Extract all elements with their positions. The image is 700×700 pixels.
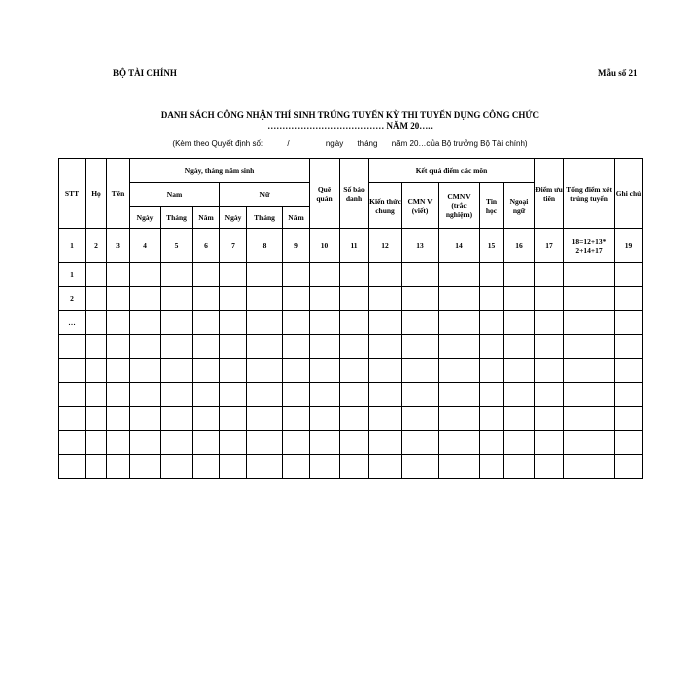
table-cell — [615, 335, 643, 359]
header-male: Nam — [130, 183, 220, 207]
header-tin-hoc: Tin học — [480, 183, 504, 229]
table-cell — [310, 431, 340, 455]
table-cell — [283, 383, 310, 407]
table-cell — [369, 383, 402, 407]
header-cmnv-trac-nghiem: CMNV (trắc nghiệm) — [439, 183, 480, 229]
table-cell — [535, 263, 564, 287]
table-cell — [369, 287, 402, 311]
column-number: 15 — [480, 229, 504, 263]
table-cell — [310, 383, 340, 407]
table-row — [59, 359, 643, 383]
column-number: 10 — [310, 229, 340, 263]
table-cell — [402, 287, 439, 311]
column-number-row — [59, 229, 643, 263]
table-cell — [247, 263, 283, 287]
table-cell — [86, 311, 107, 335]
header-results-group: Kết quả điểm các môn — [369, 159, 535, 183]
table-cell — [535, 407, 564, 431]
candidate-table — [58, 158, 643, 479]
header-que-quan: Quê quán — [310, 159, 340, 229]
table-cell — [220, 335, 247, 359]
table-cell — [107, 383, 130, 407]
row-stt — [59, 431, 86, 455]
table-cell — [86, 431, 107, 455]
row-stt — [59, 335, 86, 359]
form-number: Mẫu số 21 — [598, 68, 638, 78]
table-cell — [247, 407, 283, 431]
column-number: 17 — [535, 229, 564, 263]
document-subtitle — [0, 139, 700, 148]
table-cell — [340, 407, 369, 431]
document-title — [0, 110, 700, 132]
organization-name: BỘ TÀI CHÍNH — [113, 68, 177, 78]
table-cell — [504, 359, 535, 383]
table-cell — [193, 311, 220, 335]
table-cell — [402, 383, 439, 407]
table-cell — [193, 455, 220, 479]
table-cell — [86, 263, 107, 287]
header-stt: STT — [59, 159, 86, 229]
header-kien-thuc-chung: Kiến thức chung — [369, 183, 402, 229]
table-cell — [402, 311, 439, 335]
table-cell — [535, 431, 564, 455]
table-cell — [369, 455, 402, 479]
row-stt — [59, 383, 86, 407]
table-cell — [220, 359, 247, 383]
header-tong-diem: Tổng điểm xét trúng tuyển — [564, 159, 615, 229]
column-number: 1 — [59, 229, 86, 263]
table-cell — [369, 431, 402, 455]
table-cell — [615, 431, 643, 455]
table-cell — [310, 287, 340, 311]
table-cell — [220, 407, 247, 431]
header-male-year: Năm — [193, 207, 220, 229]
table-cell — [615, 407, 643, 431]
header-female-day: Ngày — [220, 207, 247, 229]
column-number: 3 — [107, 229, 130, 263]
table-cell — [107, 431, 130, 455]
table-row — [59, 311, 643, 335]
table-cell — [86, 407, 107, 431]
table-cell — [564, 287, 615, 311]
table-cell — [480, 407, 504, 431]
column-number: 13 — [402, 229, 439, 263]
table-cell — [564, 407, 615, 431]
subtitle-suffix: năm 20…của Bộ trưởng Bộ Tài chính) — [391, 139, 528, 148]
table-cell — [369, 263, 402, 287]
table-cell — [340, 287, 369, 311]
header-female: Nữ — [220, 183, 310, 207]
table-cell — [564, 359, 615, 383]
table-cell — [310, 335, 340, 359]
table-cell — [283, 359, 310, 383]
table-cell — [504, 287, 535, 311]
table-cell — [161, 359, 193, 383]
table-cell — [535, 383, 564, 407]
header-female-year: Năm — [283, 207, 310, 229]
row-stt — [59, 407, 86, 431]
table-cell — [504, 455, 535, 479]
header-cmnv-viet: CMN V (viết) — [402, 183, 439, 229]
table-cell — [247, 287, 283, 311]
column-number: 14 — [439, 229, 480, 263]
table-cell — [535, 359, 564, 383]
table-cell — [504, 383, 535, 407]
table-cell — [107, 287, 130, 311]
table-cell — [247, 431, 283, 455]
column-number: 12 — [369, 229, 402, 263]
table-cell — [161, 407, 193, 431]
table-cell — [615, 383, 643, 407]
table-cell — [220, 311, 247, 335]
header-ghi-chu: Ghi chú — [615, 159, 643, 229]
table-cell — [247, 335, 283, 359]
column-number: 7 — [220, 229, 247, 263]
table-cell — [340, 335, 369, 359]
header-female-month: Tháng — [247, 207, 283, 229]
table-cell — [402, 407, 439, 431]
table-cell — [504, 431, 535, 455]
table-cell — [615, 263, 643, 287]
column-number: 5 — [161, 229, 193, 263]
table-cell — [480, 431, 504, 455]
table-cell — [439, 431, 480, 455]
table-cell — [193, 335, 220, 359]
table-cell — [193, 407, 220, 431]
table-cell — [439, 287, 480, 311]
table-cell — [283, 287, 310, 311]
table-cell — [480, 287, 504, 311]
table-cell — [283, 311, 310, 335]
table-cell — [247, 455, 283, 479]
table-cell — [130, 359, 161, 383]
table-cell — [480, 455, 504, 479]
subtitle-day: ngày — [325, 139, 344, 148]
table-cell — [161, 335, 193, 359]
table-cell — [130, 455, 161, 479]
table-cell — [161, 431, 193, 455]
table-cell — [247, 311, 283, 335]
table-cell — [130, 263, 161, 287]
table-cell — [480, 359, 504, 383]
table-cell — [283, 407, 310, 431]
table-cell — [369, 359, 402, 383]
row-stt: 2 — [59, 287, 86, 311]
table-cell — [310, 311, 340, 335]
table-cell — [193, 431, 220, 455]
table-cell — [107, 263, 130, 287]
table-cell — [283, 335, 310, 359]
title-line-1: DANH SÁCH CÔNG NHẬN THÍ SINH TRÚNG TUYỂN KỲ THI TUYỂN DỤNG CÔNG CHỨC — [160, 110, 540, 120]
table-cell — [402, 263, 439, 287]
table-cell — [564, 263, 615, 287]
table-cell — [220, 287, 247, 311]
table-cell — [107, 359, 130, 383]
table-cell — [369, 311, 402, 335]
table-cell — [161, 263, 193, 287]
table-cell — [193, 263, 220, 287]
table-cell — [161, 311, 193, 335]
table-row — [59, 335, 643, 359]
column-number: 2 — [86, 229, 107, 263]
row-stt: … — [59, 311, 86, 335]
title-line-2: ………………………………… NĂM 20….. — [267, 121, 433, 131]
table-cell — [86, 455, 107, 479]
table-cell — [439, 311, 480, 335]
table-cell — [107, 455, 130, 479]
subtitle-slash: / — [287, 139, 290, 148]
table-cell — [504, 407, 535, 431]
table-cell — [564, 383, 615, 407]
table-cell — [310, 263, 340, 287]
table-cell — [107, 407, 130, 431]
table-cell — [130, 287, 161, 311]
table-cell — [564, 455, 615, 479]
header-ngoai-ngu: Ngoại ngữ — [504, 183, 535, 229]
column-number: 11 — [340, 229, 369, 263]
table-cell — [161, 287, 193, 311]
table-cell — [220, 383, 247, 407]
column-number: 18=12+13* 2+14+17 — [564, 229, 615, 263]
table-cell — [535, 455, 564, 479]
table-cell — [504, 263, 535, 287]
header-male-month: Tháng — [161, 207, 193, 229]
table-cell — [439, 383, 480, 407]
table-cell — [615, 311, 643, 335]
table-cell — [504, 311, 535, 335]
table-cell — [130, 431, 161, 455]
table-cell — [161, 383, 193, 407]
table-row — [59, 263, 643, 287]
table-cell — [402, 431, 439, 455]
table-cell — [86, 359, 107, 383]
table-cell — [504, 335, 535, 359]
table-cell — [247, 359, 283, 383]
table-cell — [86, 383, 107, 407]
table-cell — [310, 359, 340, 383]
table-cell — [193, 359, 220, 383]
table-cell — [130, 407, 161, 431]
table-cell — [130, 311, 161, 335]
header-dob-group: Ngày, tháng năm sinh — [130, 159, 310, 183]
table-cell — [193, 383, 220, 407]
table-cell — [340, 455, 369, 479]
table-cell — [340, 311, 369, 335]
column-number: 9 — [283, 229, 310, 263]
row-stt — [59, 359, 86, 383]
column-number: 8 — [247, 229, 283, 263]
header-diem-uu-tien: Điểm ưu tiên — [535, 159, 564, 229]
header-ten: Tên — [107, 159, 130, 229]
table-row — [59, 455, 643, 479]
column-number: 19 — [615, 229, 643, 263]
table-cell — [402, 359, 439, 383]
table-cell — [283, 263, 310, 287]
table-cell — [564, 335, 615, 359]
table-cell — [402, 455, 439, 479]
header-so-bao-danh: Số báo danh — [340, 159, 369, 229]
table-cell — [535, 311, 564, 335]
table-cell — [283, 455, 310, 479]
table-row — [59, 407, 643, 431]
table-cell — [439, 407, 480, 431]
table-cell — [107, 335, 130, 359]
table-cell — [193, 287, 220, 311]
table-cell — [369, 407, 402, 431]
table-cell — [615, 287, 643, 311]
table-cell — [480, 311, 504, 335]
table-cell — [340, 431, 369, 455]
table-cell — [130, 383, 161, 407]
table-cell — [480, 263, 504, 287]
table-cell — [564, 311, 615, 335]
table-cell — [86, 335, 107, 359]
table-cell — [439, 263, 480, 287]
table-cell — [283, 431, 310, 455]
header-ho: Họ — [86, 159, 107, 229]
table-cell — [220, 455, 247, 479]
row-stt — [59, 455, 86, 479]
subtitle-prefix: (Kèm theo Quyết định số: — [172, 139, 264, 148]
row-stt: 1 — [59, 263, 86, 287]
table-cell — [107, 311, 130, 335]
table-cell — [615, 455, 643, 479]
header-male-day: Ngày — [130, 207, 161, 229]
table-cell — [402, 335, 439, 359]
table-cell — [369, 335, 402, 359]
table-cell — [161, 455, 193, 479]
subtitle-month: tháng — [357, 139, 378, 148]
table-cell — [340, 383, 369, 407]
table-cell — [86, 287, 107, 311]
table-cell — [535, 335, 564, 359]
table-row — [59, 383, 643, 407]
table-cell — [247, 383, 283, 407]
column-number: 4 — [130, 229, 161, 263]
table-cell — [439, 359, 480, 383]
table-cell — [480, 335, 504, 359]
table-cell — [220, 263, 247, 287]
table-cell — [615, 359, 643, 383]
table-cell — [480, 383, 504, 407]
table-cell — [439, 455, 480, 479]
table-cell — [439, 335, 480, 359]
column-number: 6 — [193, 229, 220, 263]
column-number: 16 — [504, 229, 535, 263]
table-cell — [310, 455, 340, 479]
table-cell — [340, 359, 369, 383]
table-cell — [340, 263, 369, 287]
table-cell — [130, 335, 161, 359]
table-row — [59, 431, 643, 455]
table-cell — [535, 287, 564, 311]
table-cell — [220, 431, 247, 455]
table-row — [59, 287, 643, 311]
table-cell — [310, 407, 340, 431]
table-cell — [564, 431, 615, 455]
